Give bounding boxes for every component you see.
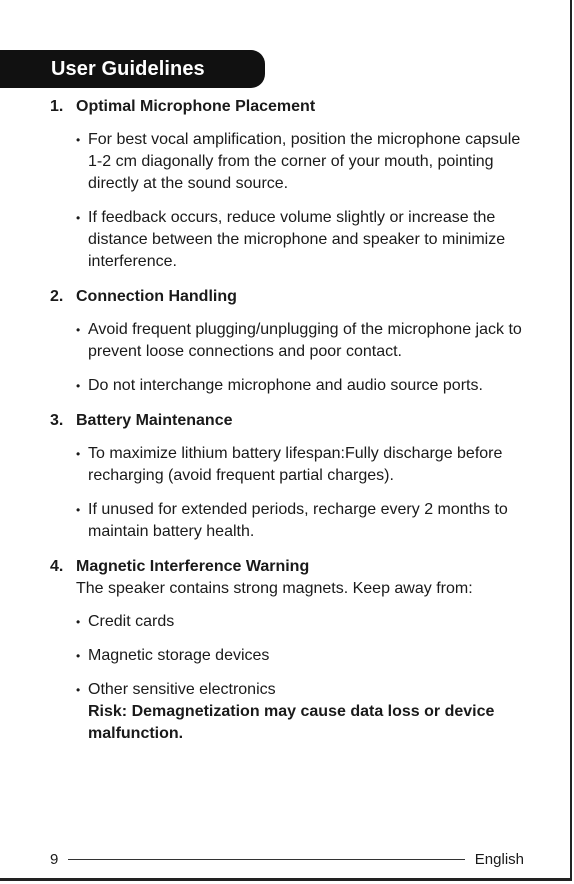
section-title: Optimal Microphone Placement [76,98,316,115]
list-item-text: Other sensitive electronics [88,681,276,698]
list-item [76,611,530,633]
bullet-list [50,611,530,745]
section-number: 3. [50,412,64,429]
list-item [76,319,530,363]
bullet-icon: • [76,211,81,225]
language-label: English [474,850,524,868]
footer-divider [68,859,464,860]
section-intro: The speaker contains strong magnets. Keep away from: [76,580,473,597]
list-item [76,129,530,195]
page-title: User Guidelines [51,58,205,80]
list-item [76,499,530,543]
bullet-icon: • [76,615,81,629]
section-microphone-placement [50,96,530,273]
list-item [76,679,530,745]
bullet-icon: • [76,683,81,697]
list-item [76,375,530,397]
bullet-icon: • [76,379,81,393]
page-footer [50,848,524,870]
section-connection-handling [50,286,530,397]
section-battery-maintenance [50,410,530,543]
list-item-text: If feedback occurs, reduce volume slightly or increase the distance between the microphone and speaker to minimize interference. [88,209,506,270]
section-number: 2. [50,288,64,305]
bullet-list [50,443,530,543]
section-title: Magnetic Interference Warning [76,558,310,575]
title-banner [0,50,265,88]
section-magnetic-warning [50,556,530,745]
section-title: Battery Maintenance [76,412,233,429]
list-item-text: Do not interchange microphone and audio source ports. [88,377,483,394]
bullet-icon: • [76,447,81,461]
list-item-text: For best vocal amplification, position the microphone capsule 1-2 cm diagonally from the corner of your mouth, pointing directly at the sound source. [88,131,521,192]
page-number: 9 [50,850,59,868]
risk-warning: Risk: Demagnetization may cause data loss or device malfunction. [88,703,495,742]
list-item-text: Credit cards [88,613,175,630]
list-item-text: Magnetic storage devices [88,647,270,664]
list-item [76,443,530,487]
section-heading [50,96,530,118]
section-heading [50,410,530,432]
bullet-icon: • [76,323,81,337]
list-item-text: If unused for extended periods, recharge every 2 months to maintain battery health. [88,501,508,540]
list-item-text: To maximize lithium battery lifespan:Fully discharge before recharging (avoid frequent partial charges). [88,445,503,484]
bullet-list [50,319,530,397]
guidelines-content [50,96,530,758]
list-item [76,645,530,667]
section-heading [50,286,530,308]
section-title: Connection Handling [76,288,237,305]
bullet-icon: • [76,503,81,517]
section-number: 4. [50,558,64,575]
bullet-icon: • [76,649,81,663]
section-number: 1. [50,98,64,115]
bullet-icon: • [76,133,81,147]
list-item [76,207,530,273]
list-item-text: Avoid frequent plugging/unplugging of the microphone jack to prevent loose connections and poor contact. [88,321,522,360]
section-heading [50,556,530,578]
bullet-list [50,129,530,273]
